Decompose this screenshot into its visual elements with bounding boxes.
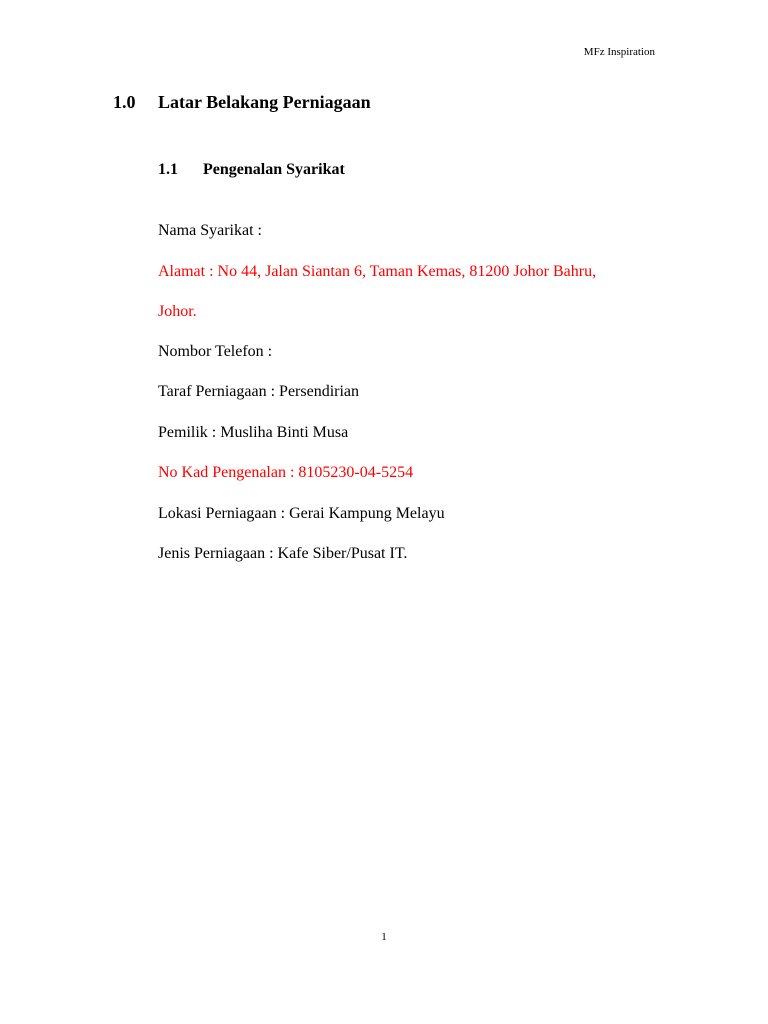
subsection-title: Pengenalan Syarikat (203, 161, 345, 178)
section-title: Latar Belakang Perniagaan (158, 92, 371, 112)
field-taraf-perniagaan: Taraf Perniagaan : Persendirian (158, 383, 360, 400)
field-lokasi-perniagaan: Lokasi Perniagaan : Gerai Kampung Melayu (158, 505, 445, 522)
field-nombor-telefon: Nombor Telefon : (158, 343, 273, 360)
section-number: 1.0 (113, 92, 136, 112)
page-header: MFz Inspiration (583, 46, 655, 58)
field-jenis-perniagaan: Jenis Perniagaan : Kafe Siber/Pusat IT. (158, 545, 408, 562)
field-pemilik: Pemilik : Musliha Binti Musa (158, 424, 349, 441)
section-heading (113, 91, 371, 113)
subsection-heading (158, 160, 345, 180)
field-alamat-line2: Johor. (158, 303, 197, 320)
field-alamat-line1: Alamat : No 44, Jalan Siantan 6, Taman Kemas, 81200 Johor Bahru, (158, 263, 597, 280)
field-nama-syarikat: Nama Syarikat : (158, 222, 262, 239)
page-number: 1 (381, 931, 387, 943)
field-no-kad-pengenalan: No Kad Pengenalan : 8105230-04-5254 (158, 464, 414, 481)
subsection-number: 1.1 (158, 161, 178, 178)
